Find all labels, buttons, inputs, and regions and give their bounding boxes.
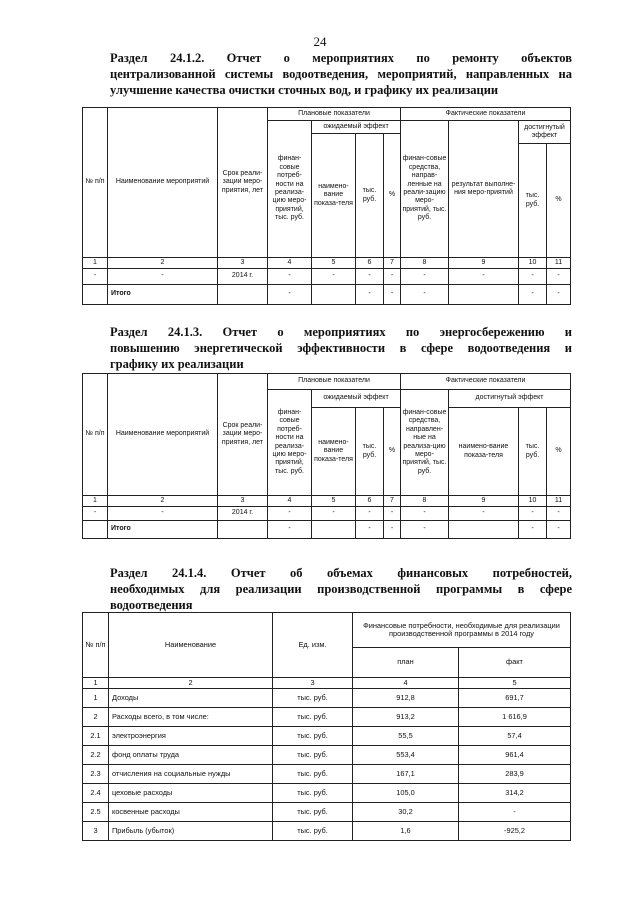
- header-name: Наименование мероприятий: [108, 108, 218, 258]
- row-num: 1: [83, 689, 109, 708]
- row-unit: тыс. руб.: [273, 822, 353, 841]
- row-name: фонд оплаты труда: [109, 746, 273, 765]
- cell: -: [268, 521, 312, 539]
- row-plan: 105,0: [353, 784, 459, 803]
- row-unit: тыс. руб.: [273, 708, 353, 727]
- header-achieved: достигнутый эффект: [519, 121, 571, 144]
- header-plan: план: [353, 648, 459, 678]
- row-unit: тыс. руб.: [273, 746, 353, 765]
- title-line: повышению энергетической эффективности в сфере водоотведения и: [110, 341, 572, 355]
- col-number: 5: [459, 678, 571, 689]
- total-row: [83, 285, 571, 305]
- cell: -: [356, 269, 384, 285]
- row-name: Доходы: [109, 689, 273, 708]
- table-section-24-1-3: [82, 373, 571, 539]
- col-number: 6: [356, 496, 384, 507]
- header-actual: Фактические показатели: [401, 108, 571, 121]
- header-actual: Фактические показатели: [401, 374, 571, 390]
- row-fact: 1 616,9: [459, 708, 571, 727]
- col-number: 5: [312, 258, 356, 269]
- row-num: 3: [83, 822, 109, 841]
- title-line: графику их реализации: [110, 357, 244, 371]
- row-num: 2.4: [83, 784, 109, 803]
- table-row: [83, 784, 571, 803]
- header-planned: Плановые показатели: [268, 108, 401, 121]
- col-number: 8: [401, 258, 449, 269]
- title-line: водоотведения: [110, 598, 193, 612]
- cell: -: [401, 521, 449, 539]
- cell: -: [384, 507, 401, 521]
- col-number: 9: [449, 496, 519, 507]
- cell: -: [519, 507, 547, 521]
- table-row: [83, 727, 571, 746]
- cell: -: [519, 269, 547, 285]
- title-line: Раздел 24.1.4. Отчет об объемах финансовых потребностей,: [110, 566, 572, 580]
- col-number: 5: [312, 496, 356, 507]
- col-number: 10: [519, 496, 547, 507]
- column-numbers-row: [83, 678, 571, 689]
- col-number: 4: [268, 258, 312, 269]
- cell: -: [312, 269, 356, 285]
- table-row: [83, 269, 571, 285]
- header-exp-name: наимено-вание показа-теля: [312, 134, 356, 258]
- row-num: 2.1: [83, 727, 109, 746]
- row-plan: 167,1: [353, 765, 459, 784]
- table-section-24-1-2: [82, 107, 571, 305]
- cell: -: [547, 285, 571, 305]
- col-number: 2: [109, 678, 273, 689]
- col-number: 2: [108, 258, 218, 269]
- row-plan: 912,8: [353, 689, 459, 708]
- cell: -: [401, 285, 449, 305]
- cell: -: [384, 521, 401, 539]
- cell: 2014 г.: [218, 507, 268, 521]
- table-row: [83, 765, 571, 784]
- row-plan: 553,4: [353, 746, 459, 765]
- total-label: Итого: [108, 285, 218, 305]
- table-row: [83, 507, 571, 521]
- row-fact: -: [459, 803, 571, 822]
- cell: -: [108, 269, 218, 285]
- col-number: 3: [273, 678, 353, 689]
- cell: -: [356, 521, 384, 539]
- table-row: [83, 746, 571, 765]
- row-plan: 30,2: [353, 803, 459, 822]
- title-line: централизованной системы водоотведения, мероприятий, направленных на: [110, 67, 572, 81]
- section-title-24-1-2: [110, 50, 572, 98]
- col-number: 11: [547, 258, 571, 269]
- cell: -: [449, 269, 519, 285]
- row-num: 2.5: [83, 803, 109, 822]
- col-number: 9: [449, 258, 519, 269]
- col-number: 10: [519, 258, 547, 269]
- cell: -: [268, 507, 312, 521]
- header-expected: ожидаемый эффект: [312, 390, 401, 408]
- header-ach-pct: %: [547, 408, 571, 496]
- cell: -: [108, 507, 218, 521]
- cell: -: [401, 269, 449, 285]
- header-num: № п/п: [83, 108, 108, 258]
- col-number: 7: [384, 258, 401, 269]
- header-name: Наименование: [109, 613, 273, 678]
- header-expected: ожидаемый эффект: [312, 121, 401, 134]
- header-term: Срок реали-зации меро-приятия, лет: [218, 108, 268, 258]
- row-plan: 1,6: [353, 822, 459, 841]
- row-name: косвенные расходы: [109, 803, 273, 822]
- row-plan: 55,5: [353, 727, 459, 746]
- header-num: № п/п: [83, 374, 108, 496]
- table-row: [83, 708, 571, 727]
- header-fin-needs: Финансовые потребности, необходимые для реализации производственной программы в 2014 году: [353, 613, 571, 648]
- table-row: [83, 689, 571, 708]
- row-name: электроэнергия: [109, 727, 273, 746]
- total-label: Итого: [108, 521, 218, 539]
- cell: -: [83, 507, 108, 521]
- header-fact: факт: [459, 648, 571, 678]
- cell: -: [401, 507, 449, 521]
- table-row: [83, 822, 571, 841]
- col-number: 4: [353, 678, 459, 689]
- header-result: результат выполне-ния меро-приятий: [449, 121, 519, 258]
- table-section-24-1-4: [82, 612, 571, 841]
- cell: -: [268, 269, 312, 285]
- row-unit: тыс. руб.: [273, 727, 353, 746]
- table-row: [83, 803, 571, 822]
- cell: -: [312, 507, 356, 521]
- cell: -: [268, 285, 312, 305]
- header-ach-unit: тыс. руб.: [519, 144, 547, 258]
- header-ach-unit: тыс. руб.: [519, 408, 547, 496]
- row-fact: 283,9: [459, 765, 571, 784]
- title-line: улучшение качества очистки сточных вод, и графику их реализации: [110, 83, 499, 97]
- cell: -: [83, 269, 108, 285]
- column-numbers-row: [83, 258, 571, 269]
- header-term: Срок реали-зации меро-приятия, лет: [218, 374, 268, 496]
- col-number: 1: [83, 496, 108, 507]
- col-number: 1: [83, 678, 109, 689]
- column-numbers-row: [83, 496, 571, 507]
- cell: -: [356, 285, 384, 305]
- header-ach-pct: %: [547, 144, 571, 258]
- cell: -: [547, 507, 571, 521]
- cell: -: [519, 521, 547, 539]
- title-line: необходимых для реализации производственной программы в сфере: [110, 582, 572, 596]
- header-exp-unit: тыс. руб.: [356, 408, 384, 496]
- row-name: Расходы всего, в том числе:: [109, 708, 273, 727]
- row-unit: тыс. руб.: [273, 803, 353, 822]
- total-row: [83, 521, 571, 539]
- title-line: Раздел 24.1.2. Отчет о мероприятиях по ремонту объектов: [110, 51, 572, 65]
- row-unit: тыс. руб.: [273, 765, 353, 784]
- cell: -: [356, 507, 384, 521]
- cell: -: [547, 269, 571, 285]
- header-exp-unit: тыс. руб.: [356, 134, 384, 258]
- row-unit: тыс. руб.: [273, 784, 353, 803]
- cell: -: [384, 285, 401, 305]
- header-exp-pct: %: [384, 408, 401, 496]
- cell: -: [384, 269, 401, 285]
- row-num: 2: [83, 708, 109, 727]
- row-num: 2.2: [83, 746, 109, 765]
- header-num: № п/п: [83, 613, 109, 678]
- cell: -: [519, 285, 547, 305]
- row-num: 2.3: [83, 765, 109, 784]
- row-plan: 913,2: [353, 708, 459, 727]
- col-number: 6: [356, 258, 384, 269]
- header-exp-pct: %: [384, 134, 401, 258]
- row-fact: 961,4: [459, 746, 571, 765]
- row-fact: 314,2: [459, 784, 571, 803]
- header-planned: Плановые показатели: [268, 374, 401, 390]
- col-number: 3: [218, 496, 268, 507]
- col-number: 8: [401, 496, 449, 507]
- row-fact: 691,7: [459, 689, 571, 708]
- header-fact-fin: финан-совые средства, направ-ленные на реали-зацию меро-приятий, тыс. руб.: [401, 121, 449, 258]
- row-unit: тыс. руб.: [273, 689, 353, 708]
- row-fact: -925,2: [459, 822, 571, 841]
- header-unit: Ед. изм.: [273, 613, 353, 678]
- row-name: цеховые расходы: [109, 784, 273, 803]
- title-line: Раздел 24.1.3. Отчет о мероприятиях по энергосбережению и: [110, 325, 572, 339]
- col-number: 2: [108, 496, 218, 507]
- col-number: 4: [268, 496, 312, 507]
- header-ach-name: наимено-вание показа-теля: [449, 408, 519, 496]
- col-number: 7: [384, 496, 401, 507]
- cell: 2014 г.: [218, 269, 268, 285]
- row-name: Прибыль (убыток): [109, 822, 273, 841]
- col-number: 11: [547, 496, 571, 507]
- col-number: 1: [83, 258, 108, 269]
- header-name: Наименование мероприятий: [108, 374, 218, 496]
- header-plan-fin: финан-совые потреб-ности на реализа-цию меро-приятий, тыс. руб.: [268, 121, 312, 258]
- header-fact-fin: финан-совые средства, направлен-ные на реализа-цию меро-приятий, тыс. руб.: [401, 390, 449, 496]
- header-achieved: достигнутый эффект: [449, 390, 571, 408]
- cell: -: [449, 507, 519, 521]
- page-number: 24: [313, 34, 327, 49]
- header-plan-fin: финан-совые потреб-ности на реализа-цию меро-приятий, тыс. руб.: [268, 390, 312, 496]
- header-exp-name: наимено-вание показа-теля: [312, 408, 356, 496]
- row-name: отчисления на социальные нужды: [109, 765, 273, 784]
- cell: -: [547, 521, 571, 539]
- section-title-24-1-4: [110, 565, 572, 613]
- row-fact: 57,4: [459, 727, 571, 746]
- section-title-24-1-3: [110, 324, 572, 372]
- col-number: 3: [218, 258, 268, 269]
